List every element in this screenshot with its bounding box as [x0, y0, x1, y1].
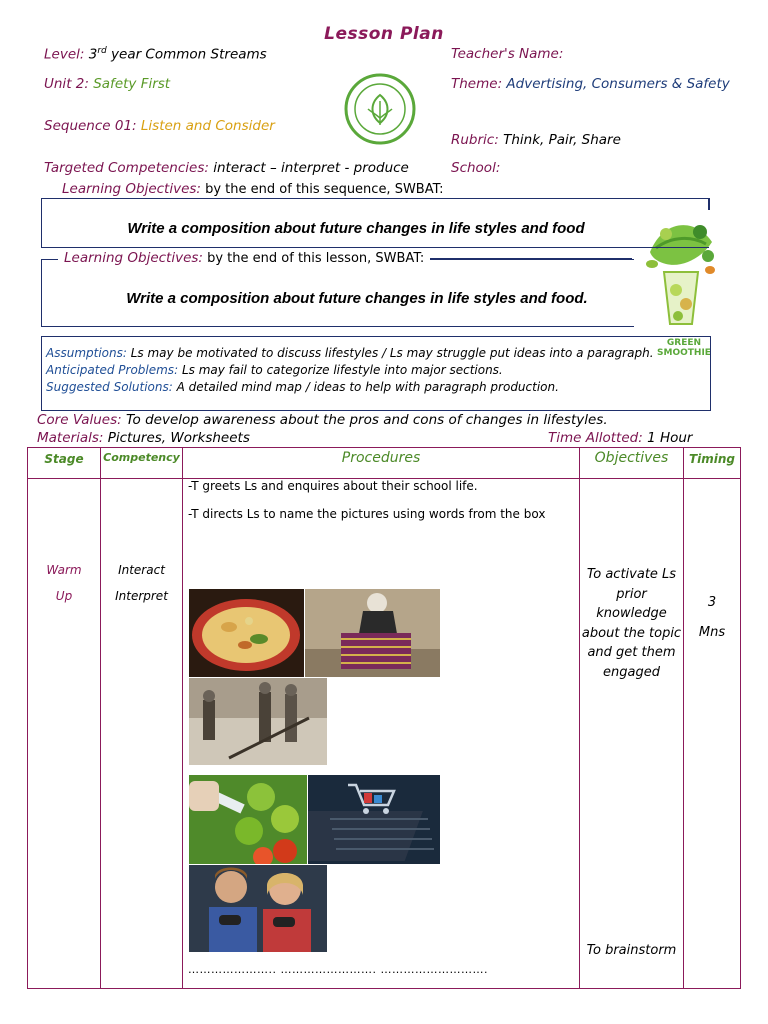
teacher-label: Teacher's Name:	[451, 46, 564, 62]
weaving-woman-photo	[305, 589, 440, 677]
competencies-label: Targeted Competencies:	[44, 160, 209, 176]
answer-dots: ………………….. ……………………. ……………………….	[188, 963, 488, 976]
procedures-cell	[183, 479, 580, 989]
sequence-label: Sequence 01:	[44, 118, 137, 134]
procedure-name-pictures: -T directs Ls to name the pictures using words from the box	[188, 507, 546, 521]
level-sup: rd	[97, 46, 107, 56]
school-label: School:	[451, 160, 501, 176]
lesson-table	[27, 447, 741, 989]
procedure-greet: -T greets Ls and enquires about their school life.	[188, 479, 478, 493]
rubric-value: Think, Pair, Share	[503, 132, 621, 148]
level-line	[44, 46, 267, 63]
unit-value: Safety First	[93, 76, 171, 92]
competency-cell: Interact Interpret	[101, 479, 183, 989]
objectives-cell: To activate Ls prior knowledge about the topic and get them engaged To brainstorm	[580, 479, 684, 989]
competencies-line	[44, 160, 409, 176]
organic-logo	[340, 73, 420, 145]
table-header-row	[28, 448, 741, 479]
teacher-line	[451, 46, 563, 62]
theme-label: Theme:	[451, 76, 503, 92]
sequence-value: Listen and Consider	[140, 118, 275, 134]
rubric-line	[451, 132, 621, 148]
gm-tomatoes-photo	[189, 775, 307, 864]
materials-line: Materials: Pictures, Worksheets	[37, 430, 250, 446]
rubric-label: Rubric:	[451, 132, 499, 148]
anticipated-problems-line: Anticipated Problems: Ls may fail to categorize lifestyle into major sections.	[46, 363, 503, 377]
table-row	[28, 479, 741, 989]
level-num: 3	[88, 46, 98, 63]
header-objectives: Objectives	[580, 448, 684, 479]
couscous-photo	[189, 589, 304, 677]
sequence-line	[44, 118, 275, 134]
sequence-objectives-legend: Learning Objectives: by the end of this sequence, SWBAT:	[56, 181, 450, 197]
core-values-line: Core Values: To develop awareness about the pros and cons of changes in lifestyles.	[37, 412, 608, 428]
competencies-value: interact – interpret - produce	[213, 160, 409, 176]
header-competency: Competency	[101, 448, 183, 479]
lesson-objective-text: Write a composition about future changes in life styles and food.	[126, 290, 588, 307]
header-procedures: Procedures	[183, 448, 580, 479]
vintage-children-photo	[189, 678, 327, 765]
timing-cell: 3 Mns	[684, 479, 741, 989]
assumptions-line: Assumptions: Ls may be motivated to discuss lifestyles / Ls may struggle put ideas into a paragraph.	[46, 346, 654, 360]
theme-value: Advertising, Consumers & Safety	[506, 76, 730, 92]
sequence-objective-text: Write a composition about future changes in life styles and food	[127, 220, 585, 237]
online-shopping-photo	[308, 775, 440, 864]
page-title: Lesson Plan	[324, 24, 444, 44]
suggested-solutions-line: Suggested Solutions: A detailed mind map / ideas to help with paragraph production.	[46, 380, 559, 394]
school-line	[451, 160, 500, 176]
time-allotted-line: Time Allotted: 1 Hour	[548, 430, 693, 446]
header-timing: Timing	[684, 448, 741, 479]
stage-cell: Warm Up	[28, 479, 101, 989]
theme-line	[451, 76, 730, 92]
unit-line	[44, 76, 170, 92]
unit-label: Unit 2:	[44, 76, 89, 92]
level-value: year Common Streams	[106, 46, 267, 63]
smoothie-label: GREEN SMOOTHIE	[657, 338, 711, 358]
level-label: Level:	[44, 46, 85, 63]
header-stage: Stage	[28, 448, 101, 479]
lesson-objectives-legend: Learning Objectives: by the end of this lesson, SWBAT:	[58, 250, 430, 266]
kids-gaming-photo	[189, 865, 327, 952]
